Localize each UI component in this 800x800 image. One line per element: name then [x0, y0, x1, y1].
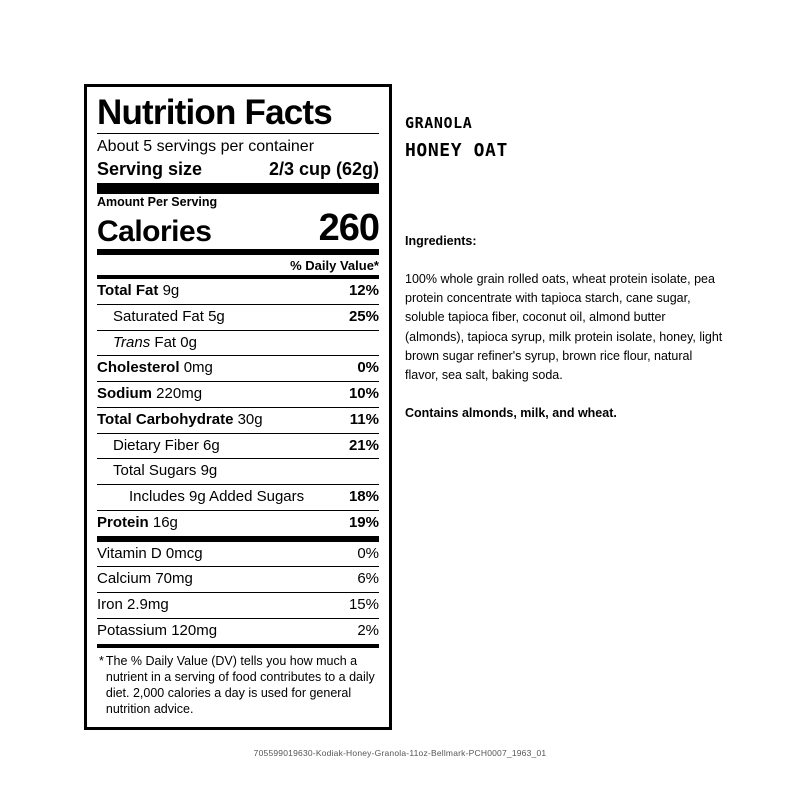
asset-code-caption: 705599019630-Kodiak-Honey-Granola-11oz-Bellmark-PCH0007_1963_01 [253, 748, 547, 758]
serving-size-label: Serving size [97, 159, 203, 180]
nutrient-row [97, 382, 379, 407]
nutrient-row [97, 511, 379, 536]
nutrient-name-text: Trans [113, 333, 151, 351]
nutrient-name-text: Dietary Fiber [113, 436, 199, 454]
calories-label: Calories [97, 214, 212, 248]
footnote-asterisk: * [99, 653, 104, 668]
nutrient-amount: 9g [200, 462, 218, 480]
nutrient-amount: 9g [162, 282, 180, 300]
nutrient-name [97, 514, 178, 533]
nutrient-name [129, 488, 304, 507]
nutrient-name-text: Protein [97, 513, 149, 531]
calories-row [97, 207, 379, 250]
amount-per-serving-label: Amount Per Serving [97, 195, 218, 210]
allergen-statement: Contains almonds, milk, and wheat. [405, 405, 617, 420]
vitamin-name: Iron 2.9mg [97, 596, 169, 614]
nutrient-row [97, 356, 379, 381]
ingredients-title: Ingredients: [405, 233, 477, 248]
nutrient-name [113, 437, 220, 456]
nutrient-name-text: Cholesterol [97, 359, 180, 377]
nutrient-row [97, 331, 379, 356]
nutrient-dv: 0% [357, 359, 379, 377]
nutrition-facts-panel [84, 84, 392, 730]
divider-thick-top [97, 183, 379, 194]
nutrient-amount: 220mg [156, 385, 203, 403]
nutrient-dv: 11% [349, 410, 379, 428]
vitamin-name: Potassium 120mg [97, 621, 218, 639]
calories-value: 260 [318, 207, 379, 250]
nutrient-name-text: Sodium [97, 385, 152, 403]
nutrient-dv: 21% [348, 436, 379, 454]
nutrient-amount: 6g [203, 436, 220, 454]
nutrient-row [97, 408, 379, 433]
nutrient-row [97, 434, 379, 459]
ingredients-body: 100% whole grain rolled oats, wheat protein isolate, pea protein concentrate with tapioca starch, cane sugar, soluble tapioca fiber, coconut oil, almond butter (almonds), tapioca syrup, milk protein isolate, honey, light brown sugar refiner's syrup, brown rice flour, natural flavor, sea salt, baking soda. [405, 271, 723, 383]
nutrient-name [113, 308, 225, 327]
product-info-column [405, 112, 735, 420]
vitamin-name: Vitamin D 0mcg [97, 544, 203, 562]
nutrient-name-text: Saturated Fat [113, 307, 204, 325]
nutrient-name-text: Total Sugars [113, 462, 197, 480]
nutrient-name-text: Total Carbohydrate [97, 410, 234, 428]
product-category: GRANOLA [405, 114, 473, 132]
nutrient-name [97, 282, 179, 301]
nutrient-name [97, 359, 213, 378]
serving-size-value: 2/3 cup (62g) [268, 159, 379, 180]
vitamin-row [97, 542, 379, 567]
nutrient-name-text: Total Fat [97, 282, 159, 300]
nutrient-dv: 19% [348, 513, 379, 531]
vitamin-name: Calcium 70mg [97, 570, 193, 588]
vitamin-dv: 2% [357, 621, 379, 639]
daily-value-footnote [97, 648, 379, 719]
vitamin-dv: 0% [357, 544, 379, 562]
nutrient-name [113, 334, 197, 353]
nutrient-amount: 16g [152, 513, 178, 531]
serving-size-row [97, 158, 379, 183]
nutrient-name [97, 385, 202, 404]
nutrient-dv: 18% [348, 488, 379, 506]
nutrient-name-text: Includes 9g Added Sugars [129, 488, 305, 506]
nutrient-amount: 30g [237, 410, 263, 428]
vitamin-row [97, 567, 379, 592]
footnote-text: The % Daily Value (DV) tells you how much a nutrient in a serving of food contributes to a daily diet. 2,000 calories a day is used for general nutrition advice. [105, 653, 375, 716]
nutrient-amount: 0mg [183, 359, 213, 377]
nutrient-row [97, 279, 379, 304]
nutrient-dv: 25% [348, 307, 379, 325]
daily-value-header: % Daily Value* [290, 258, 379, 274]
nutrient-amount: Fat 0g [154, 333, 197, 351]
vitamin-dv: 6% [357, 570, 379, 588]
nutrient-dv: 12% [348, 282, 379, 300]
nutrient-name [113, 462, 217, 481]
nutrient-row [97, 459, 379, 484]
vitamin-row [97, 619, 379, 644]
nutrient-amount: 5g [208, 307, 225, 325]
nutrient-row [97, 485, 379, 510]
product-name: HONEY OAT [405, 139, 508, 161]
nutrient-row [97, 305, 379, 330]
vitamin-dv: 15% [348, 596, 379, 614]
nutrition-facts-title: Nutrition Facts [97, 93, 332, 132]
servings-per-container: About 5 servings per container [97, 137, 315, 155]
nutrient-name [97, 411, 263, 430]
vitamin-row [97, 593, 379, 618]
nutrient-dv: 10% [348, 385, 379, 403]
